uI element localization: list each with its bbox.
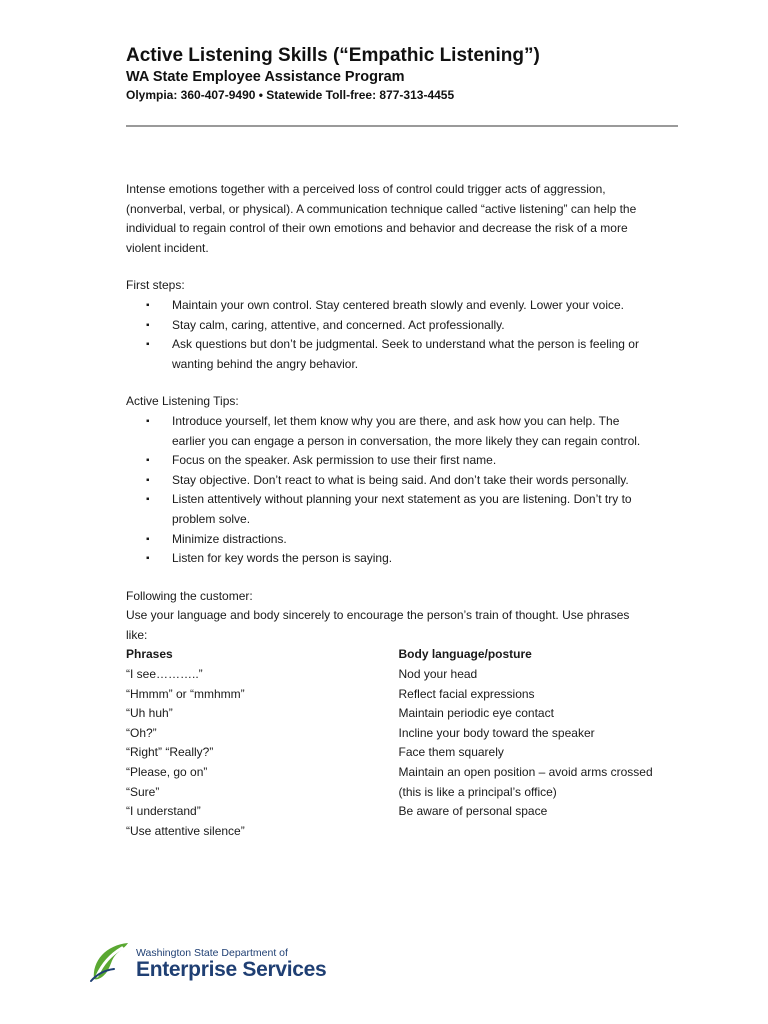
body-language-item: Maintain an open position – avoid arms crossed <box>398 765 653 780</box>
first-steps-heading: First steps: <box>126 278 185 293</box>
list-item-text: Focus on the speaker. Ask permission to use their first name. <box>172 453 497 468</box>
phrases-column <box>126 645 399 841</box>
list-item <box>126 412 671 451</box>
list-item <box>126 316 671 336</box>
body-language-item: Maintain periodic eye contact <box>398 706 554 721</box>
body-language-item: Be aware of personal space <box>398 804 548 819</box>
green-leaf-icon <box>88 939 134 985</box>
list-item-text: earlier you can engage a person in conversation, the more likely they can regain control. <box>172 433 641 448</box>
intro-line: violent incident. <box>126 240 209 255</box>
bullet-icon: ▪ <box>146 455 150 467</box>
bullet-icon: ▪ <box>146 553 150 565</box>
list-item <box>126 549 671 569</box>
bullet-icon: ▪ <box>146 494 150 506</box>
intro-paragraph <box>126 180 671 258</box>
list-item-text: Ask questions but don’t be judgmental. Seek to understand what the person is feeling or <box>172 337 639 352</box>
enterprise-services-logo <box>86 935 330 991</box>
page-subtitle: WA State Employee Assistance Program <box>126 69 405 85</box>
body-language-column <box>399 645 672 841</box>
bullet-icon: ▪ <box>146 533 150 545</box>
intro-line: individual to regain control of their own emotions and behavior and decrease the risk of a more <box>126 221 628 236</box>
contact-line: Olympia: 360-407-9490 • Statewide Toll-free: 877-313-4455 <box>126 88 455 102</box>
list-item-text: Introduce yourself, let them know why you are there, and ask how you can help. The <box>172 413 620 428</box>
phrases-table <box>126 645 671 841</box>
list-item <box>126 530 671 550</box>
page-title: Active Listening Skills (“Empathic Listening”) <box>126 45 540 66</box>
following-heading: Following the customer: <box>126 588 253 603</box>
list-item <box>126 471 671 491</box>
bullet-icon: ▪ <box>146 415 150 427</box>
following-text: like: <box>126 627 148 642</box>
bullet-icon: ▪ <box>146 474 150 486</box>
list-item-text: Stay calm, caring, attentive, and concerned. Act professionally. <box>172 317 505 332</box>
list-item <box>126 335 671 374</box>
phrase-item: “Oh?” <box>126 725 157 740</box>
intro-line: (nonverbal, verbal, or physical). A communication technique called “active listening” can help the <box>126 201 637 216</box>
list-item <box>126 490 671 529</box>
first-steps-list <box>126 296 671 374</box>
phrase-item: “I understand” <box>126 804 201 819</box>
list-item-text: Listen for key words the person is saying. <box>172 551 393 566</box>
header-divider <box>126 125 678 127</box>
phrase-item: “Hmmm” or “mmhmm” <box>126 686 245 701</box>
body-language-item: Nod your head <box>398 667 478 682</box>
phrase-item: “I see………..” <box>126 667 203 682</box>
phrase-item: “Please, go on” <box>126 765 208 780</box>
phrase-item: “Uh huh” <box>126 706 173 721</box>
document-body <box>126 180 671 841</box>
logo-brand-text: Enterprise Services <box>136 958 327 981</box>
following-text: Use your language and body sincerely to encourage the person’s train of thought. Use phrases <box>126 608 630 623</box>
logo-department-text: Washington State Department of <box>136 947 288 959</box>
phrase-item: “Use attentive silence” <box>126 823 245 838</box>
list-item-text: Stay objective. Don’t react to what is being said. And don’t take their words personally. <box>172 472 629 487</box>
bullet-icon: ▪ <box>146 319 150 331</box>
list-item <box>126 451 671 471</box>
list-item <box>126 296 671 316</box>
body-language-item: Incline your body toward the speaker <box>398 725 595 740</box>
body-language-header: Body language/posture <box>398 647 532 662</box>
phrases-header: Phrases <box>126 647 173 662</box>
list-item-text: Maintain your own control. Stay centered breath slowly and evenly. Lower your voice. <box>172 297 625 312</box>
list-item-text: problem solve. <box>172 511 251 526</box>
intro-line: Intense emotions together with a perceived loss of control could trigger acts of aggression, <box>126 182 606 196</box>
body-language-item: Reflect facial expressions <box>398 686 535 701</box>
phrase-item: “Right” “Really?” <box>126 745 214 760</box>
phrase-item: “Sure” <box>126 784 160 799</box>
list-item-text: Minimize distractions. <box>172 531 287 546</box>
tips-heading: Active Listening Tips: <box>126 394 239 409</box>
bullet-icon: ▪ <box>146 339 150 351</box>
body-language-item: Face them squarely <box>398 745 504 760</box>
list-item-text: Listen attentively without planning your next statement as you are listening. Don’t try to <box>172 492 632 507</box>
list-item-text: wanting behind the angry behavior. <box>172 356 359 371</box>
bullet-icon: ▪ <box>146 299 150 311</box>
tips-list <box>126 412 671 569</box>
body-language-item: (this is like a principal’s office) <box>398 784 557 799</box>
